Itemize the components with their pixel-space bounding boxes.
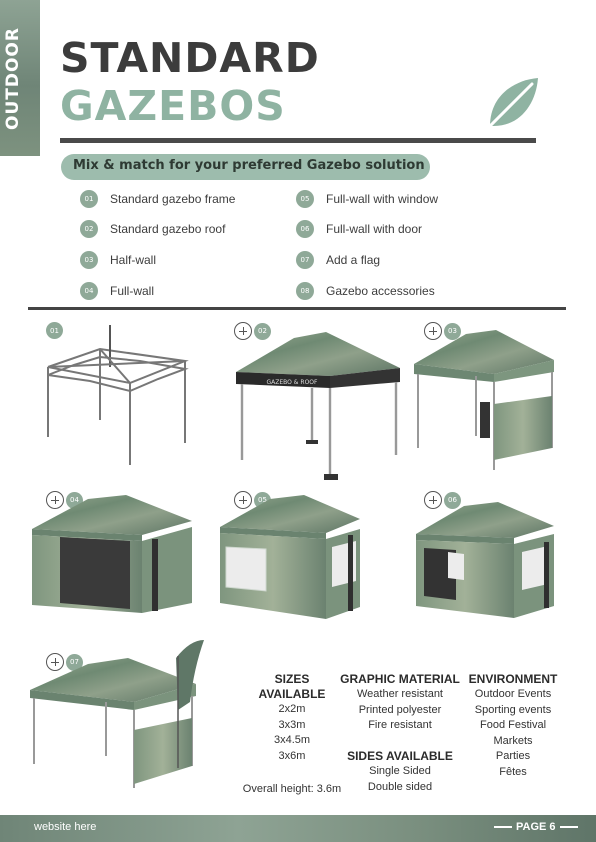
size-item: 3x6m xyxy=(278,749,306,762)
sizes-block xyxy=(252,672,332,764)
gazebo-half-wall-image xyxy=(412,330,557,475)
option-item xyxy=(80,220,225,238)
tile-number: 05 xyxy=(254,492,271,509)
tile-number: 07 xyxy=(66,654,83,671)
roof-print-text: GAZEBO & ROOF xyxy=(266,379,318,386)
page-title-line1: STANDARD xyxy=(60,34,320,82)
option-item xyxy=(80,251,156,269)
page-number-text: PAGE 6 xyxy=(516,821,556,833)
option-number: 07 xyxy=(296,251,314,269)
graphic-heading: GRAPHIC MATERIAL xyxy=(340,672,460,686)
size-item: 3x3m xyxy=(278,718,306,731)
tile-number: 03 xyxy=(444,323,461,340)
option-number: 02 xyxy=(80,220,98,238)
sizes-heading-2: AVAILABLE xyxy=(258,687,326,701)
overall-height-text: Overall height: 3.6m xyxy=(242,783,342,795)
section-divider xyxy=(28,307,566,310)
gazebo-window-wall-image xyxy=(218,495,363,635)
tile-number: 01 xyxy=(46,322,63,339)
side-tab-label: OUTDOOR xyxy=(3,27,23,130)
option-item xyxy=(296,251,380,269)
gazebo-roof-image xyxy=(234,330,404,485)
option-label: Half-wall xyxy=(110,253,157,267)
overall-height xyxy=(236,782,348,798)
environment-item: Fêtes xyxy=(499,765,527,778)
option-label: Standard gazebo frame xyxy=(110,192,236,206)
tile-number: 02 xyxy=(254,323,271,340)
graphic-item: Weather resistant xyxy=(356,688,443,700)
environment-heading: ENVIRONMENT xyxy=(468,672,558,686)
option-number: 06 xyxy=(296,220,314,238)
size-item: 3x4.5m xyxy=(273,734,311,747)
sides-item: Double sided xyxy=(367,780,433,793)
size-item: 2x2m xyxy=(278,703,306,715)
side-tab xyxy=(0,0,40,156)
option-label: Gazebo accessories xyxy=(326,284,435,298)
title-divider xyxy=(60,138,536,143)
option-label: Full-wall with window xyxy=(326,192,439,206)
option-item xyxy=(296,220,422,238)
option-label: Full-wall with door xyxy=(326,222,423,236)
option-label: Add a flag xyxy=(326,253,381,267)
environment-block xyxy=(464,672,562,781)
environment-item: Outdoor Events xyxy=(474,688,552,700)
option-item xyxy=(296,282,435,300)
tile-number: 04 xyxy=(66,492,83,509)
sides-block xyxy=(340,749,460,795)
website-link[interactable]: website here xyxy=(34,821,97,833)
option-label: Standard gazebo roof xyxy=(110,222,226,236)
option-item xyxy=(80,190,235,208)
option-item xyxy=(296,190,438,208)
mix-match-banner: Mix & match for your preferred Gazebo solution xyxy=(61,154,430,180)
option-item xyxy=(80,282,154,300)
option-number: 04 xyxy=(80,282,98,300)
environment-item: Markets xyxy=(493,734,533,747)
gazebo-door-wall-image xyxy=(414,502,556,632)
option-number: 05 xyxy=(296,190,314,208)
option-number: 03 xyxy=(80,251,98,269)
page-title-line2: GAZEBOS xyxy=(60,82,286,130)
option-number: 08 xyxy=(296,282,314,300)
sizes-heading: SIZES xyxy=(274,672,310,686)
page-number xyxy=(490,821,582,833)
tile-number: 06 xyxy=(444,492,461,509)
environment-item: Parties xyxy=(495,750,531,763)
graphic-item: Printed polyester xyxy=(358,703,442,716)
environment-item: Food Festival xyxy=(479,719,547,732)
leaf-icon xyxy=(484,76,540,130)
graphic-item: Fire resistant xyxy=(368,719,432,732)
gazebo-frame-image xyxy=(40,325,200,475)
environment-item: Sporting events xyxy=(474,703,552,716)
option-number: 01 xyxy=(80,190,98,208)
graphic-material-block xyxy=(340,672,460,734)
sides-item: Single Sided xyxy=(369,765,431,777)
gazebo-full-wall-image xyxy=(30,495,195,630)
option-label: Full-wall xyxy=(110,284,155,298)
gazebo-flag-image xyxy=(28,638,208,798)
sides-heading: SIDES AVAILABLE xyxy=(347,749,453,763)
